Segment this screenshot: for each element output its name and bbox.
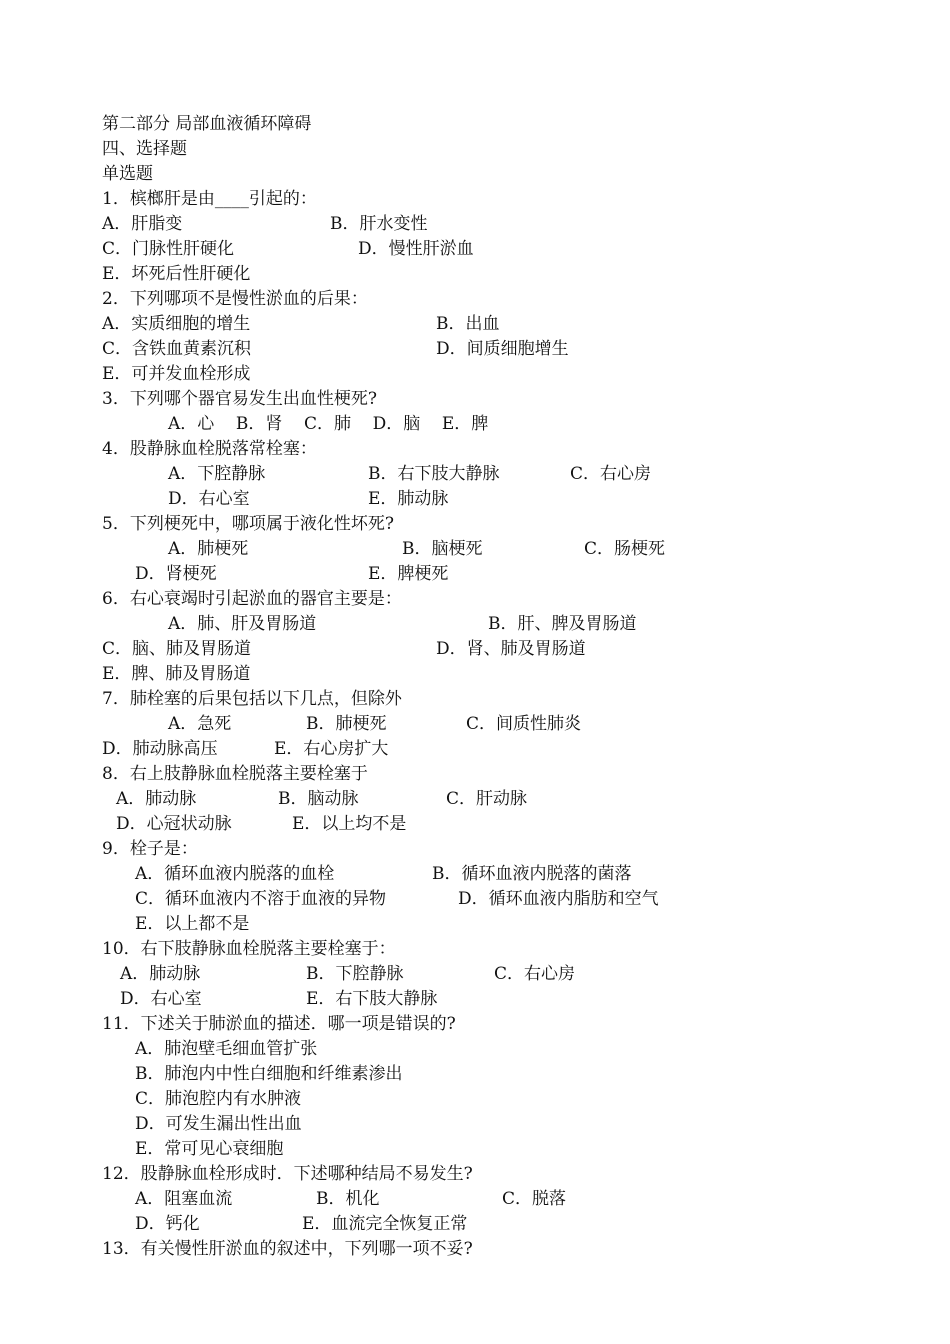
option-d: D．可发生漏出性出血 [135, 1114, 302, 1134]
question-stem: 6．右心衰竭时引起淤血的器官主要是： [102, 589, 402, 609]
options: A．心 B．肾 C．肺 D．脑 E．脾 [168, 414, 489, 434]
question-1-options-row [0, 237, 950, 262]
section-title: 第二部分 局部血液循环障碍 [102, 114, 312, 134]
question-stem: 1．槟榔肝是由____引起的： [102, 189, 317, 209]
question-4-options-row [0, 462, 950, 487]
option-e: E．脾、肺及胃肠道 [102, 664, 251, 684]
option-c: C．肠梗死 [584, 539, 666, 559]
question-11-option-row [0, 1037, 950, 1062]
question-12 [0, 1162, 950, 1187]
option-c: C．门脉性肝硬化 [102, 239, 235, 259]
option-c: C．脱落 [502, 1189, 567, 1209]
option-b: B．肺泡内中性白细胞和纤维素渗出 [135, 1064, 403, 1084]
question-3-options-row [0, 412, 950, 437]
option-a: A．肺泡壁毛细血管扩张 [135, 1039, 318, 1059]
option-a: A．实质细胞的增生 [102, 314, 251, 334]
option-b: B．肝水变性 [330, 214, 428, 234]
option-c: C．右心房 [494, 964, 576, 984]
question-9-options-row [0, 887, 950, 912]
option-d: D．右心室 [168, 489, 250, 509]
question-8 [0, 762, 950, 787]
question-5-options-row [0, 537, 950, 562]
question-5 [0, 512, 950, 537]
option-c: C．循环血液内不溶于血液的异物 [135, 889, 387, 909]
question-6-options-row [0, 662, 950, 687]
option-e: E．右心房扩大 [274, 739, 389, 759]
question-stem: 10．右下肢静脉血栓脱落主要栓塞于： [102, 939, 396, 959]
question-8-options-row [0, 787, 950, 812]
option-a: A．肺、肝及胃肠道 [168, 614, 317, 634]
question-11 [0, 1012, 950, 1037]
question-6 [0, 587, 950, 612]
subheading: 单选题 [102, 164, 153, 184]
heading: 四、选择题 [102, 139, 187, 159]
option-e: E．肺动脉 [368, 489, 449, 509]
question-5-options-row [0, 562, 950, 587]
option-b: B．出血 [436, 314, 500, 334]
question-stem: 3．下列哪个器官易发生出血性梗死? [102, 389, 377, 409]
question-12-options-row [0, 1212, 950, 1237]
question-stem: 9．栓子是： [102, 839, 198, 859]
option-b: B．机化 [316, 1189, 380, 1209]
option-c: C．间质性肺炎 [466, 714, 582, 734]
option-d: D．间质细胞增生 [436, 339, 569, 359]
option-d: D．慢性肝淤血 [358, 239, 474, 259]
option-a: A．肝脂变 [102, 214, 183, 234]
question-11-option-row [0, 1062, 950, 1087]
option-e: E．血流完全恢复正常 [302, 1214, 468, 1234]
question-stem: 5．下列梗死中，哪项属于液化性坏死? [102, 514, 394, 534]
option-c: C．右心房 [570, 464, 652, 484]
question-8-options-row [0, 812, 950, 837]
option-d: D．钙化 [135, 1214, 200, 1234]
option-b: B．循环血液内脱落的菌落 [432, 864, 632, 884]
question-stem: 13．有关慢性肝淤血的叙述中，下列哪一项不妥? [102, 1239, 473, 1259]
option-b: B．肝、脾及胃肠道 [488, 614, 637, 634]
question-10-options-row [0, 987, 950, 1012]
option-e: E．脾梗死 [368, 564, 449, 584]
question-2 [0, 287, 950, 312]
option-e: E．以上都不是 [135, 914, 250, 934]
option-b: B．脑动脉 [278, 789, 359, 809]
question-stem: 12．股静脉血栓形成时．下述哪种结局不易发生? [102, 1164, 473, 1184]
option-d: D．肾、肺及胃肠道 [436, 639, 586, 659]
option-e: E．右下肢大静脉 [306, 989, 438, 1009]
option-d: D．肾梗死 [135, 564, 217, 584]
option-e: E．以上均不是 [292, 814, 407, 834]
question-1 [0, 187, 950, 212]
option-c: C．肝动脉 [446, 789, 528, 809]
question-7 [0, 687, 950, 712]
question-stem: 7．肺栓塞的后果包括以下几点，但除外 [102, 689, 402, 709]
option-e: E．坏死后性肝硬化 [102, 264, 251, 284]
heading-line [0, 137, 950, 162]
question-2-options-row [0, 312, 950, 337]
question-stem: 2．下列哪项不是慢性淤血的后果： [102, 289, 368, 309]
option-a: A．急死 [168, 714, 232, 734]
question-12-options-row [0, 1187, 950, 1212]
question-7-options-row [0, 712, 950, 737]
option-d: D．肺动脉高压 [102, 739, 218, 759]
question-10 [0, 937, 950, 962]
option-a: A．肺动脉 [120, 964, 201, 984]
question-3 [0, 387, 950, 412]
option-a: A．肺动脉 [116, 789, 197, 809]
question-13 [0, 1237, 950, 1262]
option-b: B．脑梗死 [402, 539, 483, 559]
section-title-line [0, 112, 950, 137]
question-stem: 11．下述关于肺淤血的描述．哪一项是错误的? [102, 1014, 456, 1034]
question-1-options-row [0, 262, 950, 287]
option-c: C．脑、肺及胃肠道 [102, 639, 252, 659]
question-9-options-row [0, 912, 950, 937]
option-a: A．阻塞血流 [135, 1189, 233, 1209]
option-c: C．肺泡腔内有水肿液 [135, 1089, 302, 1109]
option-e: E．可并发血栓形成 [102, 364, 251, 384]
question-7-options-row [0, 737, 950, 762]
option-d: D．右心室 [120, 989, 202, 1009]
question-2-options-row [0, 362, 950, 387]
question-11-option-row [0, 1137, 950, 1162]
option-d: D．循环血液内脂肪和空气 [458, 889, 659, 909]
option-e: E．常可见心衰细胞 [135, 1139, 284, 1159]
question-11-option-row [0, 1087, 950, 1112]
question-9-options-row [0, 862, 950, 887]
question-10-options-row [0, 962, 950, 987]
question-stem: 8．右上肢静脉血栓脱落主要栓塞于 [102, 764, 368, 784]
question-4 [0, 437, 950, 462]
question-6-options-row [0, 637, 950, 662]
question-4-options-row [0, 487, 950, 512]
option-d: D．心冠状动脉 [116, 814, 232, 834]
question-9 [0, 837, 950, 862]
option-a: A．下腔静脉 [168, 464, 266, 484]
question-6-options-row [0, 612, 950, 637]
subheading-line [0, 162, 950, 187]
question-11-option-row [0, 1112, 950, 1137]
question-2-options-row [0, 337, 950, 362]
option-b: B．肺梗死 [306, 714, 387, 734]
option-b: B．下腔静脉 [306, 964, 404, 984]
option-b: B．右下肢大静脉 [368, 464, 500, 484]
option-a: A．循环血液内脱落的血栓 [135, 864, 335, 884]
question-stem: 4．股静脉血栓脱落常栓塞： [102, 439, 317, 459]
option-c: C．含铁血黄素沉积 [102, 339, 252, 359]
question-1-options-row [0, 212, 950, 237]
option-a: A．肺梗死 [168, 539, 249, 559]
